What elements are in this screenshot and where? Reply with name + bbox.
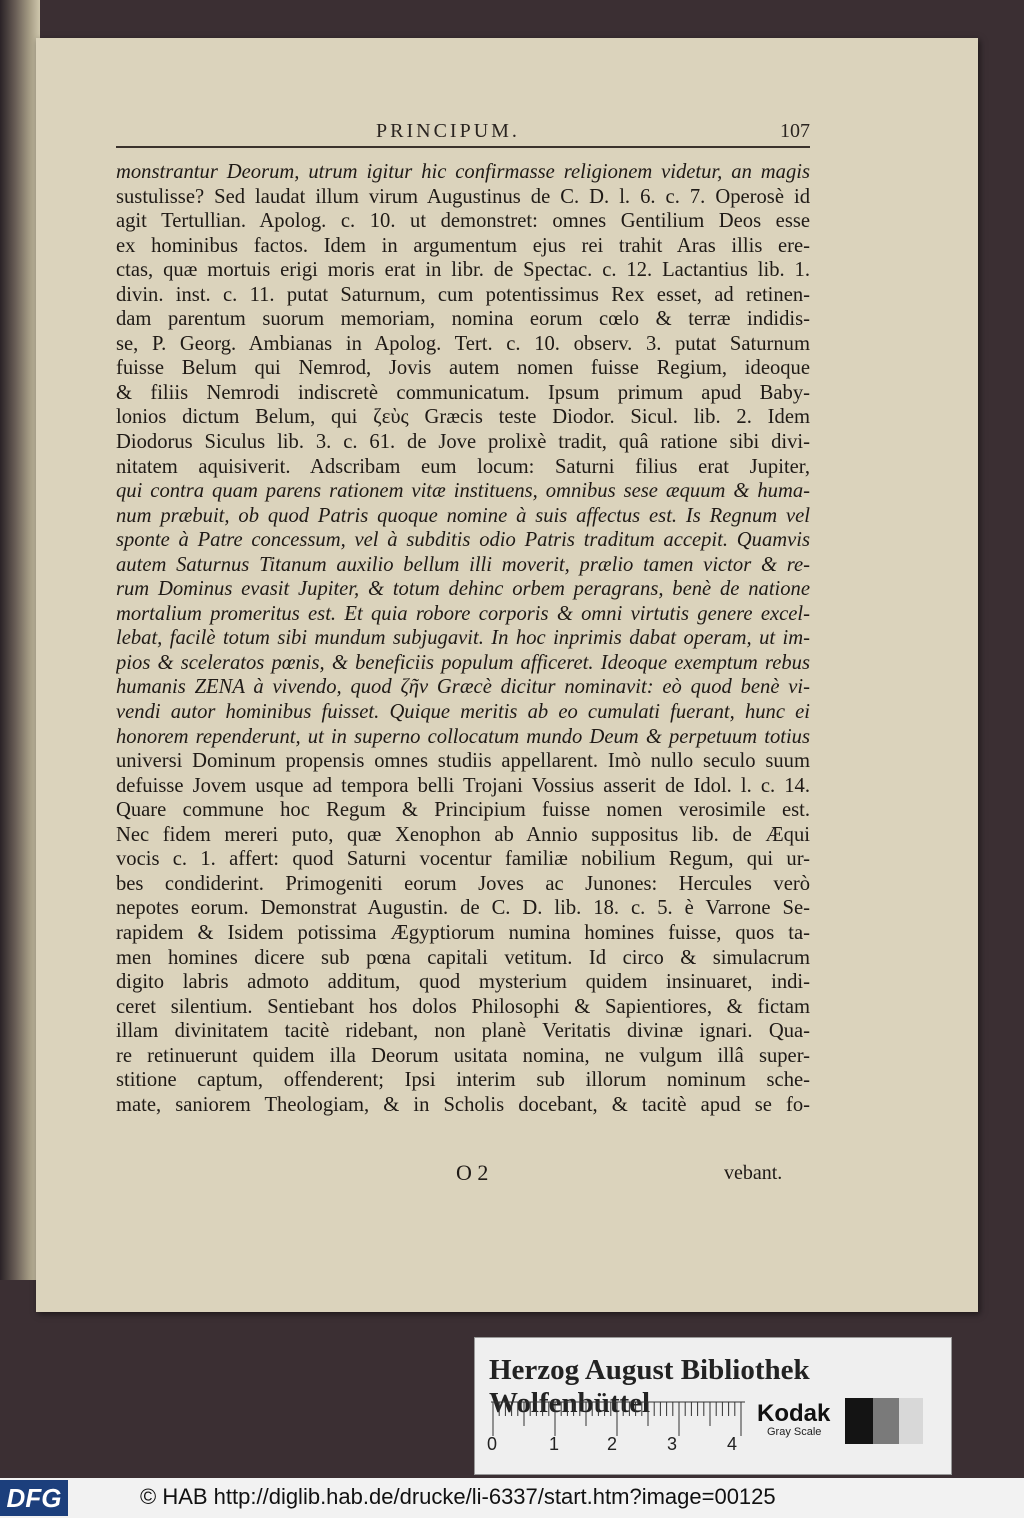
ruler <box>491 1398 745 1438</box>
text-line: dam parentum suorum memoriam, nomina eorum cœlo & terræ indidis- <box>116 308 810 331</box>
library-name: Herzog August Bibliothek Wolfenbüttel <box>489 1354 810 1419</box>
gray-swatch-light <box>899 1398 923 1444</box>
gray-swatch-mid <box>873 1398 899 1444</box>
text-line: mate, saniorem Theologiam, & in Scholis docebant, & tacitè apud se fo- <box>116 1093 810 1116</box>
text-line: ceret silentium. Sentiebant hos dolos Philosophi & Sapientiores, & fictam <box>116 995 810 1018</box>
text-line: Nec fidem mereri puto, quæ Xenophon ab Annio suppositus lib. de Æqui <box>116 823 810 846</box>
dfg-logo: DFG <box>0 1480 68 1516</box>
text-line: vendi autor hominibus fuisset. Quique meritis ab eo cumulati fuerant, hunc ei <box>116 701 810 724</box>
text-line: men homines dicere sub pœna capitali vetitum. Id circo & simulacrum <box>116 946 810 969</box>
book-page <box>36 38 978 1312</box>
gray-scale-label: Gray Scale <box>767 1426 822 1438</box>
running-head-title: PRINCIPUM. <box>376 120 520 142</box>
page-number: 107 <box>780 120 810 142</box>
text-line: fuisse Belum qui Nemrod, Jovis autem nomen fuisse Regium, ideoque <box>116 357 810 380</box>
color-scale-card <box>474 1337 952 1475</box>
ruler-number: 3 <box>667 1434 678 1454</box>
head-rule <box>116 146 810 148</box>
text-line: defuisse Jovem usque ad tempora belli Trojani Vossius asserit de Idol. l. c. 14. <box>116 774 810 797</box>
ruler-number: 0 <box>487 1434 498 1454</box>
ruler-number: 4 <box>727 1434 738 1454</box>
page-gutter <box>0 0 40 1280</box>
gray-swatch-dark <box>845 1398 873 1444</box>
text-line: humanis ZENA à vivendo, quod ζῆν Græcè dicitur nominavit: eò quod benè vi- <box>116 676 810 699</box>
text-line: re retinuerunt quidem illa Deorum usitata nomina, ne vulgum illâ super- <box>116 1044 810 1067</box>
text-line: divin. inst. c. 11. putat Saturnum, cum potentissimus Rex esset, ad retinen- <box>116 283 810 306</box>
catchword: vebant. <box>724 1162 783 1184</box>
text-line: pios & sceleratos pœnis, & beneficiis populum afficeret. Ideoque exemptum rebus <box>116 651 810 674</box>
running-head <box>36 120 978 144</box>
text-line: & filiis Nemrodi indiscretè communicatum. Ipsum primum apud Baby- <box>116 381 810 404</box>
text-line: qui contra quam parens rationem vitæ instituens, omnibus sese æquum & huma- <box>116 480 810 503</box>
body-text <box>116 160 810 1117</box>
copyright-link[interactable]: © HAB http://diglib.hab.de/drucke/li-6337/start.htm?image=00125 <box>140 1484 776 1509</box>
text-line: monstrantur Deorum, utrum igitur hic confirmasse religionem videtur, an magis <box>116 161 810 183</box>
text-line: agit Tertullian. Apolog. c. 10. ut demonstret: omnes Gentilium Deos esse <box>116 210 810 233</box>
text-line: universi Dominum propensis omnes studiis appellarent. Imò nullo seculo suum <box>116 750 810 773</box>
text-line: mortalium promeritus est. Et quia robore corporis & omni virtutis genere excel- <box>116 602 810 625</box>
text-line: stitione captum, offenderent; Ipsi interim sub illorum nominum sche- <box>116 1069 810 1092</box>
text-line: sustulisse? Sed laudat illum virum Augustinus de C. D. l. 6. c. 7. Operosè id <box>116 185 810 208</box>
text-line: lebat, facilè totum sibi mundum subjugavit. In hoc inprimis dabat operam, ut im- <box>116 627 810 650</box>
text-line: nitatem aquisiverit. Adscribam eum locum: Saturni filius erat Jupiter, <box>116 455 810 478</box>
text-line: num præbuit, ob quod Patris quoque nomine à suis affectus est. Is Regnum vel <box>116 504 810 527</box>
text-line: illam divinitatem tacitè ridebant, non planè Veritatis divinæ ignari. Qua- <box>116 1020 810 1043</box>
text-line: vocis c. 1. affert: quod Saturni vocentur familiæ nobilium Regum, qui ur- <box>116 848 810 871</box>
text-line: rapidem & Isidem potissima Ægyptiorum numina homines fuisse, quos ta- <box>116 921 810 944</box>
text-line: sponte à Patre concessum, vel à subditis odio Patris traditum accepit. Quamvis <box>116 529 810 552</box>
text-line: se, P. Georg. Ambianas in Apolog. Tert. c. 10. observ. 3. putat Saturnum <box>116 332 810 355</box>
text-line: ctas, quæ mortuis erigi moris erat in libr. de Spectac. c. 12. Lactantius lib. 1. <box>116 259 810 282</box>
signature-mark: O 2 <box>456 1160 489 1185</box>
text-line: honorem rependerunt, ut in superno collocatum mundo Deum & perpetuum totius <box>116 725 810 748</box>
kodak-logo: Kodak <box>757 1400 831 1427</box>
ruler-number: 2 <box>607 1434 618 1454</box>
text-line: rum Dominus evasit Jupiter, & totum dehinc orbem peragrans, benè de natione <box>116 578 810 601</box>
text-line: bes condiderint. Primogeniti eorum Joves ac Junones: Hercules verò <box>116 872 810 895</box>
text-line: lonios dictum Belum, qui ζεὺς Græcis teste Diodor. Sicul. lib. 2. Idem <box>116 406 810 429</box>
text-line: autem Saturnus Titanum auxilio bellum illi moverit, prælio tamen victor & re- <box>116 553 810 576</box>
text-line: digito labris admoto additum, quod mysterium quidem insinuaret, indi- <box>116 971 810 994</box>
text-line: Quare commune hoc Regum & Principium fuisse nomen verosimile est. <box>116 799 810 822</box>
ruler-number: 1 <box>549 1434 560 1454</box>
text-line: ex hominibus factos. Idem in argumentum ejus rei trahit Aras illis ere- <box>116 234 810 257</box>
text-line: Diodorus Siculus lib. 3. c. 61. de Jove prolixè tradit, quâ ratione sibi divi- <box>116 431 810 454</box>
text-line: nepotes eorum. Demonstrat Augustin. de C. D. lib. 18. c. 5. è Varrone Se- <box>116 897 810 920</box>
